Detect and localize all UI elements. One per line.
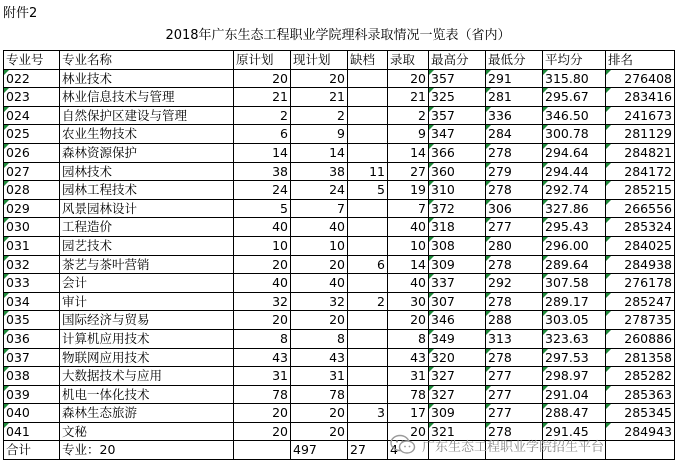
watermark-text: 广东生态工程职业学院招生平台 — [422, 439, 605, 455]
original-plan-cell: 5 — [234, 199, 291, 218]
admitted-count-cell: 27 — [388, 162, 429, 181]
major-name-cell: 风景园林设计 — [60, 199, 234, 218]
missing-count-cell: 2 — [348, 292, 388, 311]
max-score-cell: 346 — [429, 311, 486, 330]
original-plan-cell: 2 — [234, 106, 291, 125]
header-cell: 原计划 — [234, 51, 291, 70]
missing-count-cell — [348, 422, 388, 441]
original-plan-cell: 20 — [234, 255, 291, 274]
header-cell: 专业名称 — [60, 51, 234, 70]
avg-score-cell: 292.74 — [543, 181, 606, 200]
min-score-cell: 336 — [486, 106, 543, 125]
current-plan-cell: 14 — [291, 143, 348, 162]
original-plan-cell: 40 — [234, 274, 291, 293]
missing-count-cell — [348, 348, 388, 367]
max-score-cell: 349 — [429, 329, 486, 348]
current-plan-cell: 24 — [291, 181, 348, 200]
avg-score-cell: 294.44 — [543, 162, 606, 181]
max-score-cell: 308 — [429, 236, 486, 255]
original-plan-cell: 78 — [234, 385, 291, 404]
missing-count-cell — [348, 125, 388, 144]
current-plan-cell: 20 — [291, 255, 348, 274]
major-code-cell: 040 — [4, 404, 60, 423]
max-score-cell: 327 — [429, 385, 486, 404]
current-plan-cell: 2 — [291, 106, 348, 125]
rank-cell: 276408 — [606, 69, 675, 88]
total-major-count: 专业：20 — [60, 441, 234, 460]
header-cell: 录取 — [388, 51, 429, 70]
min-score-cell: 278 — [486, 181, 543, 200]
original-plan-cell: 20 — [234, 422, 291, 441]
original-plan-cell: 14 — [234, 143, 291, 162]
current-plan-cell: 32 — [291, 292, 348, 311]
original-plan-cell: 21 — [234, 88, 291, 107]
header-cell: 平均分 — [543, 51, 606, 70]
major-code-cell: 031 — [4, 236, 60, 255]
major-name-cell: 茶艺与茶叶营销 — [60, 255, 234, 274]
major-name-cell: 森林生态旅游 — [60, 404, 234, 423]
current-plan-cell: 20 — [291, 422, 348, 441]
original-plan-cell: 20 — [234, 404, 291, 423]
header-cell: 最高分 — [429, 51, 486, 70]
admitted-count-cell: 30 — [388, 292, 429, 311]
missing-count-cell — [348, 88, 388, 107]
max-score-cell: 309 — [429, 404, 486, 423]
avg-score-cell: 291.04 — [543, 385, 606, 404]
major-name-cell: 园林工程技术 — [60, 181, 234, 200]
rank-cell: 284821 — [606, 143, 675, 162]
min-score-cell: 278 — [486, 143, 543, 162]
rank-cell: 284938 — [606, 255, 675, 274]
major-code-cell: 026 — [4, 143, 60, 162]
rank-cell: 285215 — [606, 181, 675, 200]
current-plan-cell: 31 — [291, 367, 348, 386]
major-code-cell: 030 — [4, 218, 60, 237]
major-code-cell: 036 — [4, 329, 60, 348]
avg-score-cell: 288.47 — [543, 404, 606, 423]
major-code-cell: 032 — [4, 255, 60, 274]
original-plan-cell: 40 — [234, 218, 291, 237]
max-score-cell: 357 — [429, 106, 486, 125]
current-plan-cell: 20 — [291, 404, 348, 423]
avg-score-cell: 300.78 — [543, 125, 606, 144]
admitted-count-cell: 40 — [388, 274, 429, 293]
rank-cell: 285363 — [606, 385, 675, 404]
min-score-cell: 281 — [486, 88, 543, 107]
major-code-cell: 033 — [4, 274, 60, 293]
current-plan-cell: 20 — [291, 311, 348, 330]
admitted-count-cell: 19 — [388, 181, 429, 200]
major-code-cell: 022 — [4, 69, 60, 88]
avg-score-cell: 289.17 — [543, 292, 606, 311]
annex-label: 附件2 — [3, 6, 38, 21]
major-name-cell: 国际经济与贸易 — [60, 311, 234, 330]
admitted-count-cell: 43 — [388, 348, 429, 367]
major-name-cell: 园艺技术 — [60, 236, 234, 255]
avg-score-cell: 327.86 — [543, 199, 606, 218]
avg-score-cell: 298.97 — [543, 367, 606, 386]
admitted-count-cell: 2 — [388, 106, 429, 125]
original-plan-cell: 32 — [234, 292, 291, 311]
major-code-cell: 037 — [4, 348, 60, 367]
major-code-cell: 028 — [4, 181, 60, 200]
header-cell: 缺档 — [348, 51, 388, 70]
min-score-cell: 291 — [486, 69, 543, 88]
missing-count-cell: 3 — [348, 404, 388, 423]
missing-count-cell — [348, 199, 388, 218]
current-plan-cell: 43 — [291, 348, 348, 367]
max-score-cell: 360 — [429, 162, 486, 181]
min-score-cell: 278 — [486, 255, 543, 274]
table-row — [4, 69, 675, 88]
table-row — [4, 385, 675, 404]
rank-cell: 283416 — [606, 88, 675, 107]
original-plan-cell: 31 — [234, 367, 291, 386]
table-row — [4, 218, 675, 237]
major-name-cell: 自然保护区建设与管理 — [60, 106, 234, 125]
admitted-count-cell: 7 — [388, 199, 429, 218]
major-code-cell: 029 — [4, 199, 60, 218]
avg-score-cell: 289.64 — [543, 255, 606, 274]
avg-score-cell: 303.05 — [543, 311, 606, 330]
major-code-cell: 027 — [4, 162, 60, 181]
major-name-cell: 工程造价 — [60, 218, 234, 237]
original-plan-cell: 20 — [234, 311, 291, 330]
table-row — [4, 348, 675, 367]
max-score-cell: 309 — [429, 255, 486, 274]
admitted-count-cell: 78 — [388, 385, 429, 404]
rank-cell: 285247 — [606, 292, 675, 311]
total-missing: 27 — [348, 441, 388, 460]
table-row — [4, 367, 675, 386]
rank-cell: 278735 — [606, 311, 675, 330]
missing-count-cell — [348, 106, 388, 125]
major-name-cell: 审计 — [60, 292, 234, 311]
current-plan-cell: 21 — [291, 88, 348, 107]
major-name-cell: 机电一体化技术 — [60, 385, 234, 404]
major-name-cell: 森林资源保护 — [60, 143, 234, 162]
min-score-cell: 277 — [486, 404, 543, 423]
wechat-icon — [390, 434, 416, 456]
avg-score-cell: 315.80 — [543, 69, 606, 88]
rank-cell: 284025 — [606, 236, 675, 255]
missing-count-cell — [348, 329, 388, 348]
missing-count-cell — [348, 274, 388, 293]
original-plan-cell: 6 — [234, 125, 291, 144]
admitted-count-cell: 14 — [388, 255, 429, 274]
major-name-cell: 计算机应用技术 — [60, 329, 234, 348]
header-row — [4, 51, 675, 70]
original-plan-cell: 24 — [234, 181, 291, 200]
max-score-cell: 327 — [429, 367, 486, 386]
avg-score-cell: 346.50 — [543, 106, 606, 125]
original-plan-cell: 43 — [234, 348, 291, 367]
max-score-cell: 307 — [429, 292, 486, 311]
rank-cell: 281358 — [606, 348, 675, 367]
min-score-cell: 306 — [486, 199, 543, 218]
major-code-cell: 041 — [4, 422, 60, 441]
major-code-cell: 024 — [4, 106, 60, 125]
major-code-cell: 034 — [4, 292, 60, 311]
missing-count-cell — [348, 218, 388, 237]
current-plan-cell: 40 — [291, 218, 348, 237]
major-code-cell: 039 — [4, 385, 60, 404]
admitted-count-cell: 10 — [388, 236, 429, 255]
missing-count-cell — [348, 236, 388, 255]
table-row — [4, 404, 675, 423]
table-row — [4, 292, 675, 311]
admitted-count-cell: 40 — [388, 218, 429, 237]
admitted-count-cell: 14 — [388, 143, 429, 162]
current-plan-cell: 40 — [291, 274, 348, 293]
rank-cell: 281129 — [606, 125, 675, 144]
min-score-cell: 278 — [486, 422, 543, 441]
avg-score-cell: 307.58 — [543, 274, 606, 293]
major-name-cell: 林业信息技术与管理 — [60, 88, 234, 107]
min-score-cell: 288 — [486, 311, 543, 330]
header-cell: 排名 — [606, 51, 675, 70]
table-row — [4, 274, 675, 293]
original-plan-cell: 38 — [234, 162, 291, 181]
max-score-cell: 372 — [429, 199, 486, 218]
current-plan-cell: 10 — [291, 236, 348, 255]
avg-score-cell: 295.43 — [543, 218, 606, 237]
min-score-cell: 280 — [486, 236, 543, 255]
max-score-cell: 321 — [429, 422, 486, 441]
rank-cell: 266556 — [606, 199, 675, 218]
admitted-count-cell: 17 — [388, 404, 429, 423]
rank-cell: 260886 — [606, 329, 675, 348]
missing-count-cell — [348, 367, 388, 386]
min-score-cell: 278 — [486, 292, 543, 311]
table-row — [4, 181, 675, 200]
rank-cell: 241673 — [606, 106, 675, 125]
original-plan-cell: 10 — [234, 236, 291, 255]
watermark — [390, 434, 604, 456]
original-plan-cell: 8 — [234, 329, 291, 348]
min-score-cell: 292 — [486, 274, 543, 293]
major-code-cell: 035 — [4, 311, 60, 330]
avg-score-cell: 323.63 — [543, 329, 606, 348]
max-score-cell: 325 — [429, 88, 486, 107]
admitted-count-cell: 21 — [388, 88, 429, 107]
max-score-cell: 357 — [429, 69, 486, 88]
total-label: 合计 — [4, 441, 60, 460]
min-score-cell: 284 — [486, 125, 543, 144]
major-code-cell: 025 — [4, 125, 60, 144]
min-score-cell: 313 — [486, 329, 543, 348]
admitted-count-cell: 20 — [388, 422, 429, 441]
current-plan-cell: 78 — [291, 385, 348, 404]
min-score-cell: 277 — [486, 218, 543, 237]
table-row — [4, 106, 675, 125]
rank-cell: 276178 — [606, 274, 675, 293]
major-name-cell: 物联网应用技术 — [60, 348, 234, 367]
major-code-cell: 023 — [4, 88, 60, 107]
max-score-cell: 310 — [429, 181, 486, 200]
min-score-cell: 279 — [486, 162, 543, 181]
current-plan-cell: 8 — [291, 329, 348, 348]
table-row — [4, 162, 675, 181]
table-row — [4, 125, 675, 144]
total-plan: 497 — [291, 441, 348, 460]
major-code-cell: 038 — [4, 367, 60, 386]
major-name-cell: 文秘 — [60, 422, 234, 441]
min-score-cell: 278 — [486, 348, 543, 367]
rank-cell: 284172 — [606, 162, 675, 181]
max-score-cell: 337 — [429, 274, 486, 293]
table-row — [4, 311, 675, 330]
rank-cell: 285345 — [606, 404, 675, 423]
major-name-cell: 会计 — [60, 274, 234, 293]
admitted-count-cell: 20 — [388, 69, 429, 88]
table-row — [4, 255, 675, 274]
missing-count-cell — [348, 69, 388, 88]
missing-count-cell — [348, 143, 388, 162]
min-score-cell: 277 — [486, 367, 543, 386]
header-cell: 现计划 — [291, 51, 348, 70]
total-admitted: 4 — [388, 441, 429, 460]
admitted-count-cell: 20 — [388, 311, 429, 330]
current-plan-cell: 7 — [291, 199, 348, 218]
admitted-count-cell: 8 — [388, 329, 429, 348]
current-plan-cell: 20 — [291, 69, 348, 88]
missing-count-cell: 6 — [348, 255, 388, 274]
missing-count-cell: 11 — [348, 162, 388, 181]
major-name-cell: 大数据技术与应用 — [60, 367, 234, 386]
current-plan-cell: 38 — [291, 162, 348, 181]
max-score-cell: 347 — [429, 125, 486, 144]
avg-score-cell: 295.67 — [543, 88, 606, 107]
avg-score-cell: 296.00 — [543, 236, 606, 255]
max-score-cell: 320 — [429, 348, 486, 367]
header-cell: 最低分 — [486, 51, 543, 70]
table-title: 2018年广东生态工程职业学院理科录取情况一览表（省内） — [165, 28, 511, 43]
major-name-cell: 农业生物技术 — [60, 125, 234, 144]
max-score-cell: 318 — [429, 218, 486, 237]
admitted-count-cell: 31 — [388, 367, 429, 386]
table-row — [4, 199, 675, 218]
table-row — [4, 143, 675, 162]
avg-score-cell: 294.64 — [543, 143, 606, 162]
avg-score-cell: 291.45 — [543, 422, 606, 441]
min-score-cell: 277 — [486, 385, 543, 404]
table-row — [4, 329, 675, 348]
rank-cell: 285324 — [606, 218, 675, 237]
rank-cell: 285282 — [606, 367, 675, 386]
missing-count-cell — [348, 311, 388, 330]
major-name-cell: 林业技术 — [60, 69, 234, 88]
current-plan-cell: 9 — [291, 125, 348, 144]
admission-table — [3, 50, 675, 460]
table-row — [4, 236, 675, 255]
table-row — [4, 88, 675, 107]
max-score-cell: 366 — [429, 143, 486, 162]
missing-count-cell — [348, 385, 388, 404]
original-plan-cell: 20 — [234, 69, 291, 88]
admitted-count-cell: 9 — [388, 125, 429, 144]
avg-score-cell: 297.53 — [543, 348, 606, 367]
missing-count-cell: 5 — [348, 181, 388, 200]
rank-cell: 284943 — [606, 422, 675, 441]
major-name-cell: 园林技术 — [60, 162, 234, 181]
header-cell: 专业号 — [4, 51, 60, 70]
